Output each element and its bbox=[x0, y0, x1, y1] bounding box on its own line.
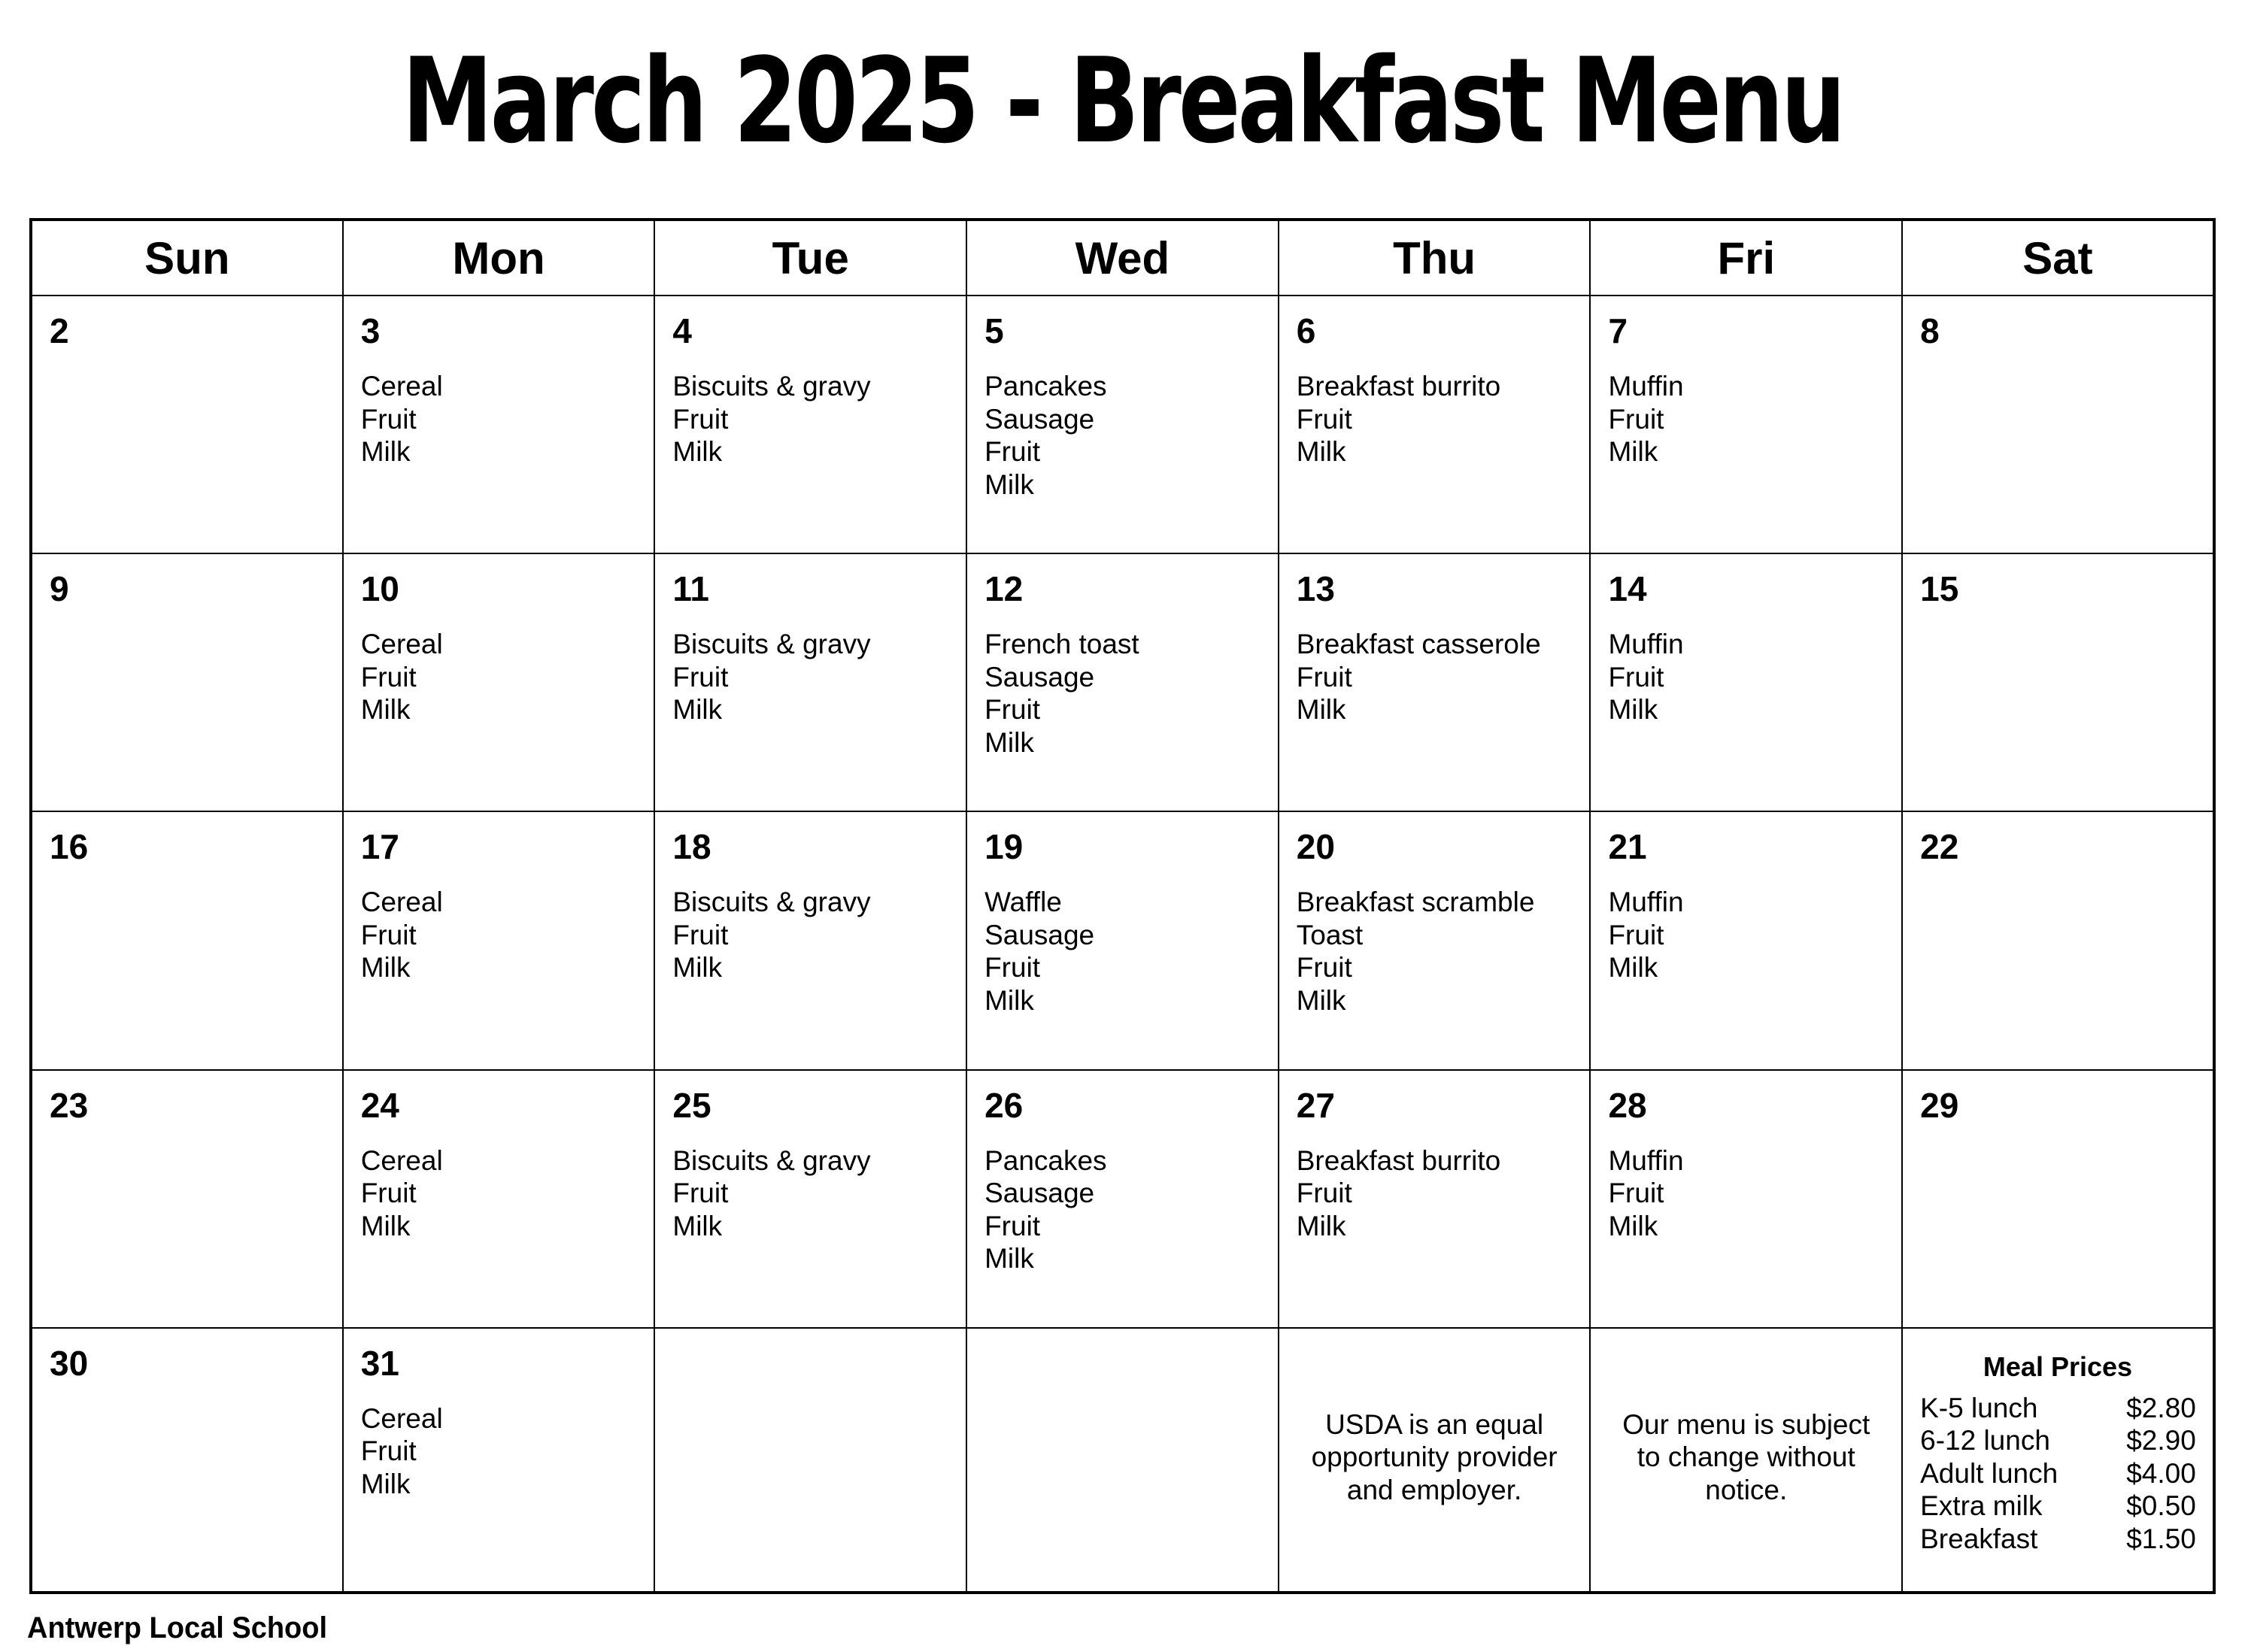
menu-items bbox=[361, 886, 443, 984]
menu-item: Cereal bbox=[360, 1144, 443, 1176]
day-number: 15 bbox=[1920, 569, 1959, 609]
price-label: Adult lunch bbox=[1920, 1457, 2058, 1489]
menu-item: Milk bbox=[672, 436, 723, 467]
menu-items bbox=[361, 628, 443, 726]
day-cell bbox=[1902, 811, 2214, 1069]
week-row-5 bbox=[31, 1328, 2214, 1593]
meal-prices-list bbox=[1920, 1392, 2196, 1556]
menu-item: Milk bbox=[360, 1210, 411, 1241]
day-number: 16 bbox=[50, 827, 89, 867]
menu-item: Fruit bbox=[1608, 403, 1664, 435]
menu-items bbox=[672, 628, 870, 726]
day-cell bbox=[31, 811, 343, 1069]
menu-item: Cereal bbox=[360, 1402, 443, 1434]
day-number: 31 bbox=[360, 1343, 399, 1383]
price-value: $2.80 bbox=[2126, 1392, 2196, 1423]
menu-item: Sausage bbox=[984, 919, 1095, 950]
menu-item: Sausage bbox=[984, 403, 1095, 435]
menu-item: Fruit bbox=[672, 661, 729, 693]
menu-items bbox=[361, 370, 443, 468]
page-title: March 2025 - Breakfast Menu bbox=[402, 32, 1843, 169]
day-cell bbox=[343, 1070, 655, 1328]
menu-item: Sausage bbox=[984, 661, 1095, 693]
price-row bbox=[1920, 1523, 2196, 1556]
menu-item: Milk bbox=[984, 1243, 1034, 1275]
menu-item: Milk bbox=[672, 1210, 723, 1241]
menu-item: Milk bbox=[1296, 694, 1346, 726]
day-cell bbox=[1590, 1070, 1902, 1328]
menu-item: Milk bbox=[984, 468, 1034, 500]
empty-cell bbox=[966, 1328, 1279, 1593]
day-cell bbox=[343, 1328, 655, 1593]
menu-item: Muffin bbox=[1608, 629, 1684, 660]
menu-item: Sausage bbox=[984, 1178, 1095, 1209]
menu-item: Fruit bbox=[984, 694, 1041, 726]
menu-item: Fruit bbox=[672, 1178, 729, 1209]
day-cell bbox=[31, 1070, 343, 1328]
day-number: 25 bbox=[672, 1085, 711, 1125]
menu-items bbox=[1608, 628, 1683, 726]
menu-change-notice bbox=[1598, 1408, 1894, 1507]
day-cell bbox=[966, 1070, 1279, 1328]
menu-items bbox=[361, 1402, 443, 1501]
menu-item: Milk bbox=[360, 1468, 411, 1499]
menu-item: Breakfast casserole bbox=[1296, 629, 1541, 660]
menu-item: Biscuits & gravy bbox=[672, 887, 871, 918]
day-number: 17 bbox=[360, 827, 399, 867]
menu-item: Fruit bbox=[360, 1435, 417, 1467]
menu-item: Fruit bbox=[360, 1178, 417, 1209]
price-row bbox=[1920, 1424, 2196, 1457]
menu-items bbox=[361, 1144, 443, 1243]
menu-change-notice-cell bbox=[1590, 1328, 1902, 1593]
menu-item: Milk bbox=[1608, 694, 1658, 726]
menu-item: Fruit bbox=[360, 403, 417, 435]
day-number: 23 bbox=[50, 1085, 89, 1125]
day-cell bbox=[31, 296, 343, 553]
weekday-header-wed: Wed bbox=[966, 220, 1279, 296]
day-number: 12 bbox=[984, 569, 1024, 609]
day-cell bbox=[654, 553, 966, 811]
menu-item: Biscuits & gravy bbox=[672, 629, 871, 660]
day-number: 13 bbox=[1296, 569, 1335, 609]
menu-item: Fruit bbox=[672, 919, 729, 950]
day-cell bbox=[1279, 553, 1591, 811]
price-value: $4.00 bbox=[2126, 1457, 2196, 1489]
menu-items bbox=[672, 370, 870, 468]
menu-items bbox=[984, 628, 1139, 759]
menu-item: Breakfast burrito bbox=[1296, 371, 1501, 402]
day-number: 22 bbox=[1920, 827, 1959, 867]
menu-items bbox=[1608, 886, 1683, 984]
day-cell bbox=[654, 811, 966, 1069]
day-cell bbox=[966, 296, 1279, 553]
menu-item: Milk bbox=[984, 726, 1034, 758]
day-number: 30 bbox=[50, 1343, 89, 1383]
price-value: $0.50 bbox=[2126, 1490, 2196, 1522]
school-name: Antwerp Local School bbox=[27, 1611, 328, 1644]
price-row bbox=[1920, 1392, 2196, 1425]
menu-item: Muffin bbox=[1608, 1144, 1684, 1176]
day-number: 18 bbox=[672, 827, 711, 867]
menu-item: Fruit bbox=[984, 436, 1041, 467]
usda-notice-line: opportunity provider bbox=[1311, 1441, 1558, 1473]
menu-calendar bbox=[29, 218, 2216, 1594]
menu-item: Fruit bbox=[1608, 1178, 1664, 1209]
menu-items bbox=[1297, 370, 1500, 468]
menu-item: Milk bbox=[360, 952, 411, 984]
menu-item: French toast bbox=[984, 629, 1139, 660]
price-value: $1.50 bbox=[2126, 1523, 2196, 1554]
day-number: 2 bbox=[50, 311, 69, 350]
weekday-header-fri: Fri bbox=[1590, 220, 1902, 296]
menu-item: Cereal bbox=[360, 371, 443, 402]
meal-prices-title: Meal Prices bbox=[1983, 1350, 2133, 1382]
menu-item: Fruit bbox=[1296, 952, 1352, 984]
menu-items bbox=[1297, 628, 1541, 726]
day-number: 9 bbox=[50, 569, 69, 609]
day-cell bbox=[966, 811, 1279, 1069]
menu-item: Milk bbox=[1296, 984, 1346, 1016]
menu-item: Fruit bbox=[1296, 1178, 1352, 1209]
day-cell bbox=[1902, 296, 2214, 553]
menu-item: Breakfast scramble bbox=[1296, 887, 1535, 918]
menu-item: Fruit bbox=[1296, 661, 1352, 693]
menu-items bbox=[1608, 370, 1683, 468]
usda-notice-line: USDA is an equal bbox=[1325, 1408, 1544, 1440]
menu-item: Biscuits & gravy bbox=[672, 371, 871, 402]
menu-item: Milk bbox=[1608, 436, 1658, 467]
menu-item: Pancakes bbox=[984, 371, 1107, 402]
day-number: 5 bbox=[984, 311, 1004, 350]
menu-item: Milk bbox=[672, 952, 723, 984]
menu-change-notice-line: notice. bbox=[1705, 1474, 1788, 1505]
day-number: 10 bbox=[360, 569, 399, 609]
day-number: 24 bbox=[360, 1085, 399, 1125]
price-label: Breakfast bbox=[1920, 1523, 2038, 1554]
day-cell bbox=[654, 296, 966, 553]
day-number: 21 bbox=[1608, 827, 1647, 867]
day-cell bbox=[1902, 1070, 2214, 1328]
day-cell bbox=[1279, 1070, 1591, 1328]
day-number: 11 bbox=[672, 569, 710, 609]
menu-change-notice-line: Our menu is subject bbox=[1622, 1408, 1870, 1440]
day-number: 29 bbox=[1920, 1085, 1959, 1125]
menu-item: Milk bbox=[360, 694, 411, 726]
menu-items bbox=[1297, 1144, 1500, 1243]
menu-item: Fruit bbox=[360, 919, 417, 950]
usda-notice bbox=[1287, 1408, 1582, 1507]
day-number: 6 bbox=[1296, 311, 1316, 350]
weekday-header-sun: Sun bbox=[31, 220, 343, 296]
price-label: K-5 lunch bbox=[1920, 1392, 2038, 1423]
price-value: $2.90 bbox=[2126, 1425, 2196, 1456]
day-number: 28 bbox=[1608, 1085, 1647, 1125]
week-row-1 bbox=[31, 296, 2214, 553]
day-cell bbox=[31, 1328, 343, 1593]
day-cell bbox=[1279, 811, 1591, 1069]
menu-item: Cereal bbox=[360, 629, 443, 660]
menu-change-notice-line: to change without bbox=[1637, 1441, 1855, 1473]
day-number: 14 bbox=[1608, 569, 1647, 609]
day-cell bbox=[1279, 296, 1591, 553]
menu-item: Fruit bbox=[1608, 919, 1664, 950]
menu-items bbox=[1297, 886, 1535, 1017]
menu-items bbox=[984, 370, 1107, 501]
menu-items bbox=[1608, 1144, 1683, 1243]
day-cell bbox=[966, 553, 1279, 811]
week-row-3 bbox=[31, 811, 2214, 1069]
menu-item: Fruit bbox=[360, 661, 417, 693]
menu-item: Waffle bbox=[984, 887, 1062, 918]
price-row bbox=[1920, 1490, 2196, 1523]
menu-item: Muffin bbox=[1608, 887, 1684, 918]
day-cell bbox=[343, 811, 655, 1069]
menu-item: Biscuits & gravy bbox=[672, 1144, 871, 1176]
day-cell bbox=[31, 553, 343, 811]
menu-items bbox=[672, 1144, 870, 1243]
usda-notice-line: and employer. bbox=[1346, 1474, 1522, 1505]
menu-item: Pancakes bbox=[984, 1144, 1107, 1176]
weekday-header-row bbox=[31, 220, 2214, 296]
menu-item: Breakfast burrito bbox=[1296, 1144, 1501, 1176]
menu-item: Fruit bbox=[1296, 403, 1352, 435]
menu-item: Milk bbox=[1608, 952, 1658, 984]
menu-item: Fruit bbox=[984, 952, 1041, 984]
day-number: 20 bbox=[1296, 827, 1335, 867]
menu-items bbox=[984, 1144, 1107, 1275]
menu-item: Toast bbox=[1296, 919, 1364, 950]
weekday-header-thu: Thu bbox=[1279, 220, 1591, 296]
usda-notice-cell bbox=[1279, 1328, 1591, 1593]
menu-item: Fruit bbox=[984, 1210, 1041, 1241]
price-label: Extra milk bbox=[1920, 1490, 2043, 1522]
empty-cell bbox=[654, 1328, 966, 1593]
day-cell bbox=[1590, 811, 1902, 1069]
menu-item: Milk bbox=[984, 984, 1034, 1016]
menu-items bbox=[984, 886, 1094, 1017]
weekday-header-sat: Sat bbox=[1902, 220, 2214, 296]
day-cell bbox=[654, 1070, 966, 1328]
weekday-header-tue: Tue bbox=[654, 220, 966, 296]
day-number: 27 bbox=[1296, 1085, 1335, 1125]
day-number: 7 bbox=[1608, 311, 1628, 350]
menu-item: Cereal bbox=[360, 887, 443, 918]
day-cell bbox=[343, 553, 655, 811]
menu-item: Milk bbox=[1296, 436, 1346, 467]
day-cell bbox=[343, 296, 655, 553]
week-row-4 bbox=[31, 1070, 2214, 1328]
menu-item: Fruit bbox=[672, 403, 729, 435]
day-number: 3 bbox=[360, 311, 381, 350]
menu-item: Fruit bbox=[1608, 661, 1664, 693]
week-row-2 bbox=[31, 553, 2214, 811]
menu-items bbox=[672, 886, 870, 984]
day-number: 19 bbox=[984, 827, 1024, 867]
weekday-header-mon: Mon bbox=[343, 220, 655, 296]
menu-item: Milk bbox=[360, 436, 411, 467]
menu-item: Milk bbox=[1296, 1210, 1346, 1241]
day-number: 26 bbox=[984, 1085, 1024, 1125]
day-number: 8 bbox=[1920, 311, 1940, 350]
meal-prices-cell bbox=[1902, 1328, 2214, 1593]
price-row bbox=[1920, 1457, 2196, 1490]
menu-item: Muffin bbox=[1608, 371, 1684, 402]
day-cell bbox=[1590, 296, 1902, 553]
day-cell bbox=[1902, 553, 2214, 811]
price-label: 6-12 lunch bbox=[1920, 1425, 2050, 1456]
day-number: 4 bbox=[672, 311, 692, 350]
menu-item: Milk bbox=[672, 694, 723, 726]
menu-item: Milk bbox=[1608, 1210, 1658, 1241]
day-cell bbox=[1590, 553, 1902, 811]
